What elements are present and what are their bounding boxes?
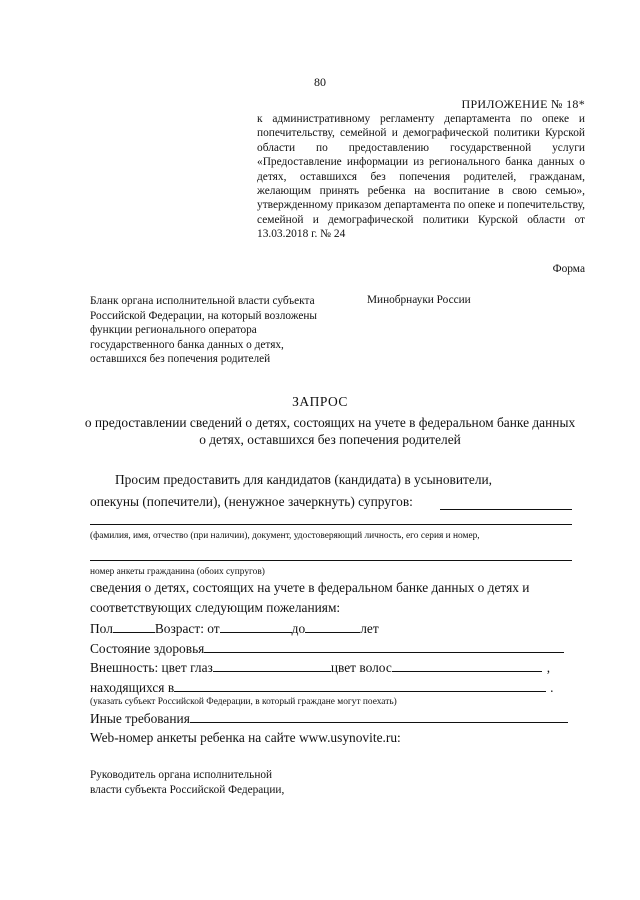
blank-line: Бланк органа исполнительной власти субъекта — [90, 295, 315, 307]
blank-header — [90, 294, 340, 367]
location-field[interactable] — [174, 679, 546, 692]
body-line-3: сведения о детях, состоящих на учете в федеральном банке данных о детях и — [90, 580, 530, 595]
age-unit: лет — [360, 621, 379, 636]
health-label: Состояние здоровья — [90, 641, 205, 656]
appearance-row — [90, 659, 550, 676]
applicant-data-field[interactable] — [90, 524, 572, 525]
sex-label: Пол — [90, 621, 113, 636]
signature-line: Руководитель органа исполнительной — [90, 769, 273, 781]
age-to-label: до — [291, 621, 306, 636]
request-title: ЗАПРОС — [292, 394, 348, 409]
comma: , — [546, 660, 551, 675]
blank-line: функции регионального оператора — [90, 324, 257, 337]
applicant-data-caption: (фамилия, имя, отчество (при наличии), документ, удостоверяющий личность, его серия и номер, — [90, 531, 480, 541]
questionnaire-caption: номер анкеты гражданина (обоих супругов) — [90, 567, 265, 577]
web-number-label: Web-номер анкеты ребенка на сайте www.usynovite.ru: — [90, 730, 401, 745]
eye-color-field[interactable] — [213, 659, 331, 672]
blank-line: оставшихся без попечения родителей — [90, 353, 271, 366]
appendix-title: ПРИЛОЖЕНИЕ № 18* — [461, 97, 585, 111]
blank-line: Российской Федерации, на который возложены — [90, 309, 318, 322]
hair-color-label: цвет волос — [330, 660, 392, 675]
blank-line: государственного банка данных о детях, — [90, 338, 284, 351]
location-row — [90, 679, 554, 696]
location-label: находящихся в — [90, 680, 175, 695]
age-to-field[interactable] — [305, 620, 360, 633]
signature-line: власти субъекта Российской Федерации, — [90, 784, 285, 796]
location-caption: (указать субъект Российской Федерации, в который граждане могут поехать) — [90, 697, 397, 707]
other-requirements-label: Иные требования — [90, 711, 190, 726]
health-row — [90, 640, 564, 657]
eye-color-label: Внешность: цвет глаз — [90, 660, 213, 675]
health-field[interactable] — [204, 640, 564, 653]
sex-age-row — [90, 620, 379, 637]
other-requirements-field[interactable] — [190, 710, 568, 723]
appendix-regulation-text: к административному регламенту департамента по опеке и попечительству, семейной и демографической политики Курской области по предоставлению государственной услуги «Предоставление информации из регионального банка данных о детях, оставшихся без попечения родителей, гражданам, желающим принять ребенка на воспитание в свою семью», утвержденному приказом департамента по опеке и попечительству, семейной и демографической политики Курской области от 13.03.2018 г. № 24 — [257, 113, 585, 241]
age-from-field[interactable] — [220, 620, 292, 633]
spouses-field[interactable] — [440, 509, 572, 510]
body-line-1: Просим предоставить для кандидатов (кандидата) в усыновители, — [115, 472, 493, 487]
applicant-data-field-2[interactable] — [90, 560, 572, 561]
hair-color-field[interactable] — [392, 659, 542, 672]
other-requirements-row — [90, 710, 568, 727]
age-from-label: Возраст: от — [154, 621, 220, 636]
period: . — [550, 680, 554, 695]
sex-field[interactable] — [113, 620, 155, 633]
ministry-addressee: Минобрнауки России — [367, 294, 471, 306]
request-subtitle: о предоставлении сведений о детях, состоящих на учете в федеральном банке данных о детях, оставшихся без попечения родителей — [84, 415, 576, 447]
body-line-4: соответствующих следующим пожеланиям: — [90, 600, 341, 615]
page-number: 80 — [314, 75, 326, 89]
body-line-2: опекуны (попечители), (ненужное зачеркнуть) супругов: — [90, 494, 413, 509]
signature-block — [90, 768, 390, 798]
form-label: Форма — [552, 263, 585, 275]
